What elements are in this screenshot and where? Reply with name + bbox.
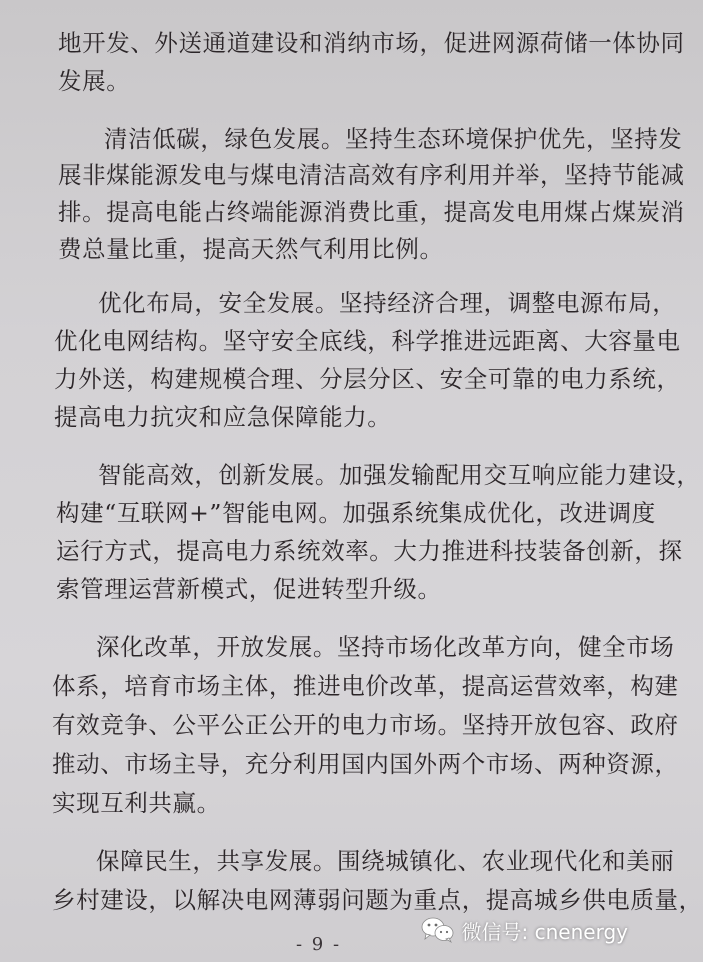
text-line: 优化电网结构。坚守安全底线，科学推进远距离、大容量电 bbox=[54, 327, 681, 355]
text-line: 发展。 bbox=[58, 67, 131, 95]
text-line: 构建“互联网+”智能电网。加强系统集成优化，改进调度 bbox=[56, 499, 656, 527]
text-line: 地开发、外送通道建设和消纳市场，促进网源荷储一体协同 bbox=[58, 29, 685, 57]
text-line: 体系，培育市场主体，推进电价改革，提高运营效率，构建 bbox=[52, 672, 679, 700]
text-line: 费总量比重，提高天然气利用比例。 bbox=[58, 235, 444, 263]
text-line: 深化改革，开放发展。坚持市场化改革方向，健全市场 bbox=[96, 633, 675, 661]
text-line: 清洁低碳，绿色发展。坚持生态环境保护优先，坚持发 bbox=[104, 125, 683, 153]
wechat-icon bbox=[420, 916, 456, 944]
text-line: 优化布局，安全发展。坚持经济合理，调整电源布局， bbox=[98, 289, 677, 317]
text-line: 智能高效，创新发展。加强发输配用交互响应能力建设， bbox=[98, 461, 701, 489]
text-line: 运行方式，提高电力系统效率。大力推进科技装备创新，探 bbox=[56, 537, 683, 565]
text-line: 有效竞争、公平公正公开的电力市场。坚持开放包容、政府 bbox=[52, 711, 679, 739]
watermark bbox=[420, 916, 628, 944]
text-line: 索管理运营新模式，促进转型升级。 bbox=[56, 575, 442, 603]
text-line: 保障民生，共享发展。围绕城镇化、农业现代化和美丽 bbox=[96, 847, 675, 875]
text-line: 推动、市场主导，充分利用国内国外两个市场、两种资源， bbox=[52, 750, 679, 778]
text-line: 力外送，构建规模合理、分层分区、安全可靠的电力系统， bbox=[54, 365, 681, 393]
watermark-text: 微信号: cnenergy bbox=[461, 919, 628, 944]
text-line: 实现互利共赢。 bbox=[52, 789, 221, 817]
text-line: 乡村建设，以解决电网薄弱问题为重点，提高城乡供电质量， bbox=[52, 886, 703, 914]
text-line: 展非煤能源发电与煤电清洁高效有序利用并举，坚持节能减 bbox=[58, 161, 685, 189]
text-line: 提高电力抗灾和应急保障能力。 bbox=[54, 403, 392, 431]
text-line: 排。提高电能占终端能源消费比重，提高发电用煤占煤炭消 bbox=[58, 198, 685, 226]
page-number: - 9 - bbox=[296, 934, 342, 955]
